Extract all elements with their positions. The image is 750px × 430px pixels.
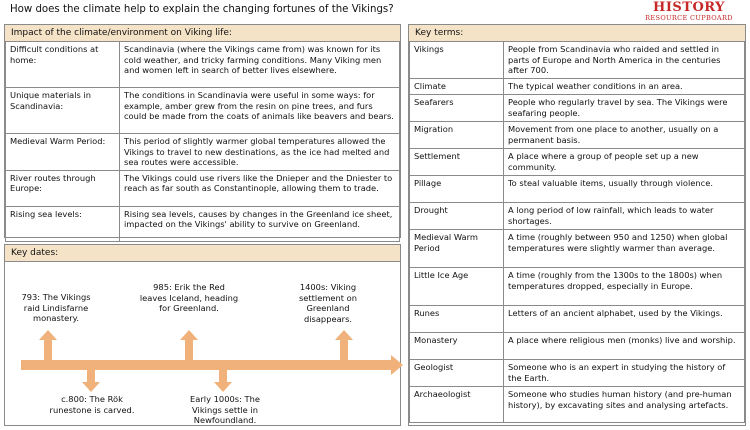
impact-text: Scandinavia (where the Vikings came from) was known for its cold weather, and tricky farming conditions. Many Viking men and women left in search of better lives elsewhere. xyxy=(120,42,400,88)
table-row xyxy=(410,95,745,122)
impact-label: River routes through Europe: xyxy=(6,170,120,206)
term-label: Geologist xyxy=(410,360,504,387)
table-row xyxy=(6,134,400,171)
table-row xyxy=(410,387,745,423)
term-label: Monastery xyxy=(410,333,504,360)
timeline-event-label: 793: The Vikings raid Lindisfarne monastery. xyxy=(21,292,91,323)
brand-logo xyxy=(634,1,744,22)
dates-heading: Key dates: xyxy=(5,245,400,262)
timeline-event-label: Early 1000s: The Vikings settle in Newfoundland. xyxy=(190,394,260,425)
term-definition: People who regularly travel by sea. The Vikings were seafaring people. xyxy=(504,95,745,122)
term-definition: To steal valuable items, usually through violence. xyxy=(504,176,745,203)
table-row xyxy=(6,42,400,88)
table-row xyxy=(410,360,745,387)
impact-table xyxy=(5,41,400,242)
timeline-event-label: 1400s: Viking settlement on Greenland disappears. xyxy=(298,282,357,324)
timeline-event-label: c.800: The Rök runestone is carved. xyxy=(49,394,135,415)
impact-text: This period of slightly warmer global temperatures allowed the Vikings to travel to new destinations, as the ice had melted and sea routes were accessible. xyxy=(120,134,400,171)
term-label: Migration xyxy=(410,122,504,149)
impact-label: Difficult conditions at home: xyxy=(6,42,120,88)
timeline xyxy=(5,262,400,430)
term-definition: The typical weather conditions in an area. xyxy=(504,79,745,95)
impact-label: Rising sea levels: xyxy=(6,206,120,241)
table-row xyxy=(410,149,745,176)
term-label: Vikings xyxy=(410,42,504,79)
table-row xyxy=(6,88,400,134)
term-definition: Movement from one place to another, usually on a permanent basis. xyxy=(504,122,745,149)
timeline-bar xyxy=(21,360,391,370)
table-row xyxy=(410,79,745,95)
term-definition: People from Scandinavia who raided and settled in parts of Europe and North America in the centuries after 700. xyxy=(504,42,745,79)
down-arrow-icon xyxy=(83,370,99,392)
up-arrow-icon xyxy=(40,330,56,360)
up-arrow-icon xyxy=(336,330,352,360)
up-arrow-icon xyxy=(181,330,197,360)
term-label: Settlement xyxy=(410,149,504,176)
impact-heading: Impact of the climate/environment on Viking life: xyxy=(5,25,400,42)
table-row xyxy=(410,122,745,149)
impact-text: The Vikings could use rivers like the Dnieper and the Dniester to reach as far south as Constantinople, allowing them to trade. xyxy=(120,170,400,206)
table-row xyxy=(410,42,745,79)
table-row xyxy=(6,206,400,241)
term-definition: Someone who is an expert in studying the history of the Earth. xyxy=(504,360,745,387)
term-definition: Someone who studies human history (and pre-human history), by excavating sites and analysing artefacts. xyxy=(504,387,745,423)
term-definition: A place where religious men (monks) live and worship. xyxy=(504,333,745,360)
term-definition: A long period of low rainfall, which leads to water shortages. xyxy=(504,203,745,230)
impact-label: Unique materials in Scandinavia: xyxy=(6,88,120,134)
page-title: How does the climate help to explain the changing fortunes of the Vikings? xyxy=(10,4,394,15)
term-label: Archaeologist xyxy=(410,387,504,423)
terms-heading: Key terms: xyxy=(409,25,745,42)
dates-panel xyxy=(4,244,401,426)
table-row xyxy=(410,306,745,333)
impact-text: Rising sea levels, causes by changes in the Greenland ice sheet, impacted on the Vikings' ability to survive on Greenland. xyxy=(120,206,400,241)
table-row xyxy=(410,176,745,203)
brand-line2: RESOURCE CUPBOARD xyxy=(645,14,733,22)
table-row xyxy=(410,268,745,306)
impact-text: The conditions in Scandinavia were useful in some ways: for example, amber grew from the resin on pine trees, and furs could be made from the coats of animals like beavers and bears. xyxy=(120,88,400,134)
table-row xyxy=(6,170,400,206)
table-row xyxy=(410,333,745,360)
table-row xyxy=(410,230,745,268)
term-label: Runes xyxy=(410,306,504,333)
term-definition: A time (roughly from the 1300s to the 1800s) when temperatures dropped, especially in Europe. xyxy=(504,268,745,306)
timeline-event-label: 985: Erik the Red leaves Iceland, heading for Greenland. xyxy=(139,282,239,313)
impact-label: Medieval Warm Period: xyxy=(6,134,120,171)
down-arrow-icon xyxy=(215,370,231,392)
term-label: Climate xyxy=(410,79,504,95)
terms-table xyxy=(409,41,745,423)
term-label: Medieval Warm Period xyxy=(410,230,504,268)
term-definition: A place where a group of people set up a new community. xyxy=(504,149,745,176)
term-label: Drought xyxy=(410,203,504,230)
term-label: Seafarers xyxy=(410,95,504,122)
term-definition: A time (roughly between 950 and 1250) when global temperatures were slightly warmer than average. xyxy=(504,230,745,268)
terms-panel xyxy=(408,24,746,426)
term-definition: Letters of an ancient alphabet, used by the Vikings. xyxy=(504,306,745,333)
term-label: Little Ice Age xyxy=(410,268,504,306)
table-row xyxy=(410,203,745,230)
brand-line1: HISTORY xyxy=(653,0,725,15)
impact-panel xyxy=(4,24,401,238)
term-label: Pillage xyxy=(410,176,504,203)
